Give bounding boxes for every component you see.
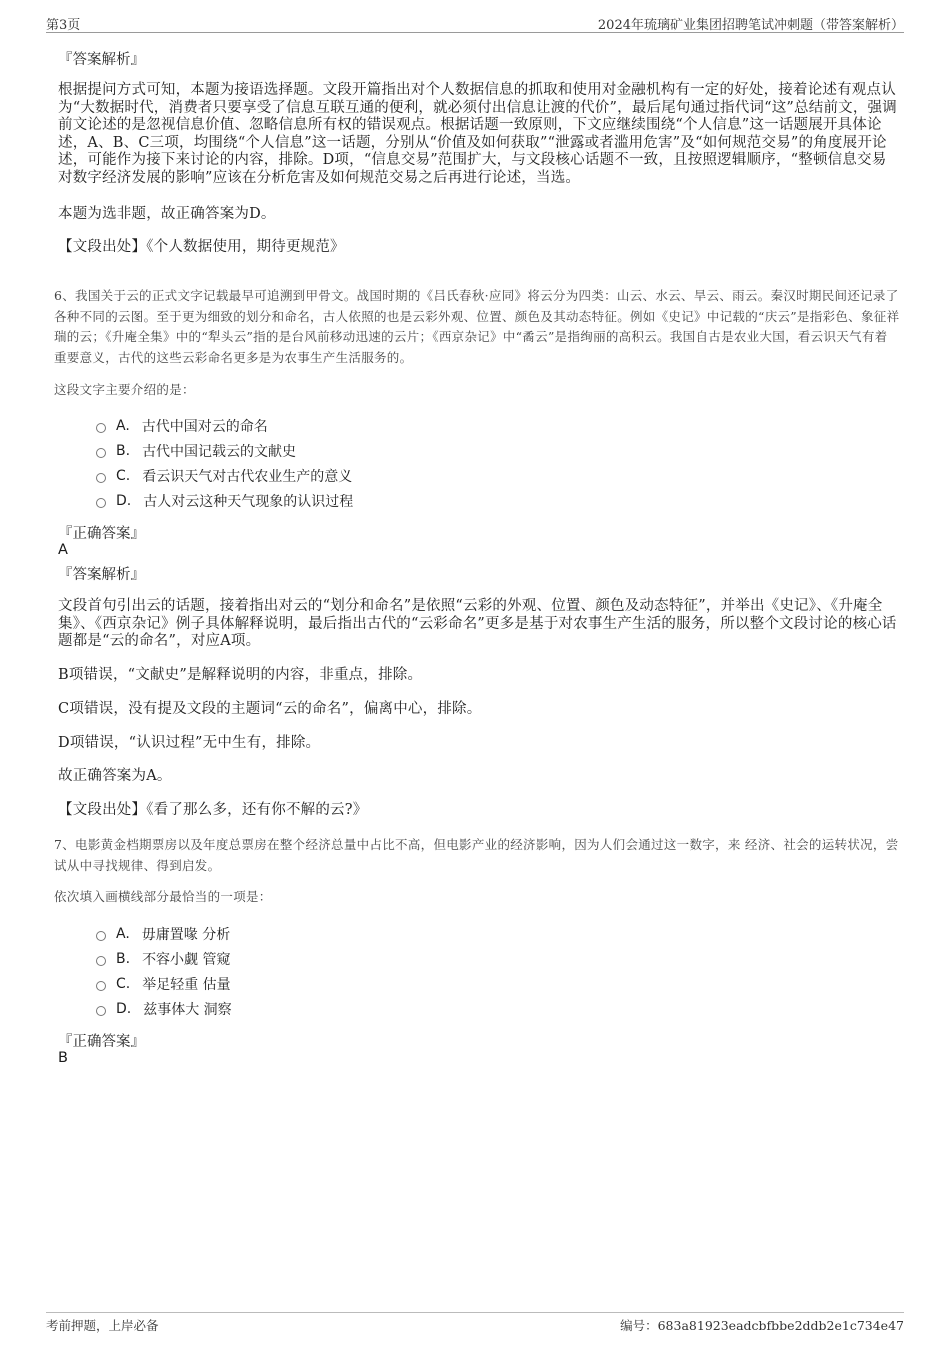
q6-answer-label: 『正确答案』 xyxy=(58,526,145,542)
q6-answer: A xyxy=(58,542,68,558)
q6-option-c-explanation: C项错误，没有提及文段的主题词“云的命名”，偏离中心，排除。 xyxy=(58,701,482,717)
document-title: 2024年琉璃矿业集团招聘笔试冲刺题（带答案解析） xyxy=(597,18,904,33)
q7-answer: B xyxy=(58,1050,68,1066)
radio-button-icon[interactable] xyxy=(96,423,106,433)
q5-conclusion: 本题为选非题，故正确答案为D。 xyxy=(58,206,276,222)
q7-stem: 7、电影黄金档期票房以及年度总票房在整个经济总量中占比不高，但电影产业的经济影响，因为人们会通过这一数字，来 经济、社会的运转状况，尝试从中寻找规律、得到启发。 xyxy=(54,837,899,873)
document-code: 编号：683a81923eadcbfbbe2ddb2e1c734e47 xyxy=(620,1318,904,1333)
q5-analysis: 根据提问方式可知，本题为接语选择题。文段开篇指出对个人数据信息的抓取和使用对金融机构有一定的好处，接着论述有观点认为“大数据时代，消费者只要享受了信息互联互通的便利，就必须付出信息让渡的代价”，最后尾句通过指代词“这”总结前文，强调前文论述的是忽视信息价值、忽略信息所有权的错误观点。根据话题一致原则，下文应继续围绕“个人信息”这一话题展开具体论述，A、B、C三项，均围绕“个人信息”这一话题，分别从“价值及如何获取”“泄露或者滥用危害”及“如何规范交易”的角度展开论述，可能作为接下来讨论的内容，排除。D项，“信息交易”范围扩大，与文段核心话题不一致，且按照逻辑顺序，“整顿信息交易对数字经济发展的影响”应该在分析危害及如何规范交易之后再进行论述，当选。 xyxy=(58,82,897,186)
q6-option-d-explanation: D项错误，“认识过程”无中生有，排除。 xyxy=(58,735,321,751)
page-footer xyxy=(46,1312,904,1335)
radio-button-icon[interactable] xyxy=(96,1006,106,1016)
q6-option-a[interactable]: A. 古代中国对云的命名 xyxy=(96,415,353,437)
q6-analysis: 文段首句引出云的话题，接着指出对云的“划分和命名”是依照“云彩的外观、位置、颜色及动态特征”，并举出《史记》、《升庵全集》、《西京杂记》例子具体解释说明，最后指出古代的“云彩命名”更多是基于对农事生产生活的服务，所以整个文段讨论的核心话题都是“云的命名”，对应A项。 xyxy=(58,598,897,650)
q7-answer-label: 『正确答案』 xyxy=(58,1034,145,1050)
footer-slogan: 考前押题，上岸必备 xyxy=(46,1318,159,1333)
q7-option-b[interactable]: B. 不容小觑 管窥 xyxy=(96,948,232,970)
radio-button-icon[interactable] xyxy=(96,473,106,483)
q6-options xyxy=(96,415,353,512)
q7-option-a[interactable]: A. 毋庸置喙 分析 xyxy=(96,923,232,945)
page-number: 第3页 xyxy=(46,18,81,33)
radio-button-icon[interactable] xyxy=(96,981,106,991)
q7-question: 依次填入画横线部分最恰当的一项是： xyxy=(54,889,272,904)
q5-source: 【文段出处】《个人数据使用，期待更规范》 xyxy=(58,239,345,255)
q7-options xyxy=(96,923,232,1020)
q6-option-b[interactable]: B. 古代中国记载云的文献史 xyxy=(96,440,353,462)
q7-option-c[interactable]: C. 举足轻重 估量 xyxy=(96,973,232,995)
page-header xyxy=(46,12,904,33)
q6-option-d[interactable]: D. 古人对云这种天气现象的认识过程 xyxy=(96,490,353,512)
q6-source: 【文段出处】《看了那么多，还有你不解的云?》 xyxy=(58,802,368,818)
q6-option-c[interactable]: C. 看云识天气对古代农业生产的意义 xyxy=(96,465,353,487)
q6-question: 这段文字主要介绍的是： xyxy=(54,382,195,397)
radio-button-icon[interactable] xyxy=(96,956,106,966)
radio-button-icon[interactable] xyxy=(96,931,106,941)
radio-button-icon[interactable] xyxy=(96,498,106,508)
q7-option-d[interactable]: D. 兹事体大 洞察 xyxy=(96,998,232,1020)
q6-stem: 6、我国关于云的正式文字记载最早可追溯到甲骨文。战国时期的《吕氏春秋·应同》将云分为四类：山云、水云、旱云、雨云。秦汉时期民间还记录了各种不同的云图。至于更为细致的划分和命名，古人依照的也是云彩外观、位置、颜色及其动态特征。例如《史记》中记载的“庆云”是指彩色、象征祥瑞的云；《升庵全集》中的“犁头云”指的是台风前移动迅速的云片；《西京杂记》中“矞云”是指绚丽的高积云。我国自古是农业大国，看云识天气有着重要意义，古代的这些云彩命名更多是为农事生产生活服务的。 xyxy=(54,288,900,365)
q6-analysis-label: 『答案解析』 xyxy=(58,567,145,583)
q6-option-b-explanation: B项错误，“文献史”是解释说明的内容，非重点，排除。 xyxy=(58,667,423,683)
q5-analysis-label: 『答案解析』 xyxy=(58,52,145,68)
radio-button-icon[interactable] xyxy=(96,448,106,458)
q6-conclusion: 故正确答案为A。 xyxy=(58,768,172,784)
